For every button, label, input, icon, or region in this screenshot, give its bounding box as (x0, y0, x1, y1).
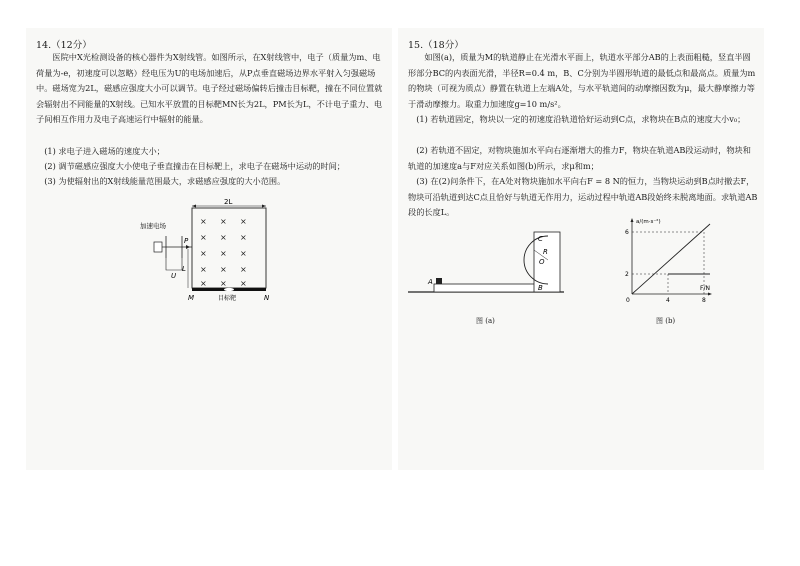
svg-text:×: × (200, 233, 207, 242)
fig-a-point-o: O (539, 258, 545, 266)
svg-text:×: × (200, 249, 207, 258)
fig-a-radius-r: R (543, 248, 548, 256)
q14-sub3: (3) 为使辐射出的X射线能量范围最大，求磁感应强度的大小范围。 (44, 176, 286, 186)
graph-line-block (632, 224, 710, 294)
q15-figure-a (406, 226, 566, 296)
svg-text:×: × (220, 279, 227, 288)
svg-text:×: × (220, 233, 227, 242)
fig-a-point-c: C (538, 235, 543, 243)
q15-sub2: (2) 若轨道不固定，对物块施加水平向右逐渐增大的推力F，物块在轨道AB段运动时，物块和轨道的加速度a与F对应关系如图(b)所示，求μ和m； (408, 145, 751, 171)
fig-b-caption: 图 (b) (656, 317, 676, 325)
q14-sub2: (2) 调节磁感应强度大小使电子垂直撞击在目标靶上，求电子在磁场中运动的时间； (44, 161, 345, 171)
svg-text:×: × (200, 265, 207, 274)
svg-text:×: × (240, 233, 247, 242)
accel-field-label: 加速电场 (140, 222, 166, 230)
point-n-label: N (264, 294, 270, 302)
q14-sub1: (1) 求电子进入磁场的速度大小； (44, 146, 165, 156)
fig-a-point-b: B (538, 284, 543, 292)
q15-sub1: (1) 若轨道固定，物块以一定的初速度沿轨道恰好运动到C点，求物块在B点的速度大小v₀； (416, 114, 746, 124)
q14-body: 医院中X光检测设备的核心器件为X射线管。如图所示，在X射线管中，电子（质量为m、电荷量为-e，初速度可以忽略）经电压为U的电场加速后，从P点垂直磁场边界水平射入匀强磁场中。磁场宽为2L，磁感应强度大小可以调节。电子经过磁场偏转后撞击目标靶，撞在不同位置就会辐射出不同能量的X射线。已知水平放置的目标靶MN长为2L，PM长为L，不计电子重力、电子间相互作用力及电子高速运行中辐射的能量。 (36, 52, 383, 124)
q14-figure (126, 196, 276, 306)
fig-b-xlabel: F/N (700, 285, 710, 292)
field-crosses (200, 217, 247, 288)
fig-b-ylabel: a/(m·s⁻²) (636, 219, 661, 225)
svg-text:×: × (220, 217, 227, 226)
svg-text:×: × (200, 217, 207, 226)
fig-b-ytick-6: 6 (625, 229, 629, 236)
point-p-label: P (184, 237, 189, 245)
question-15-panel (398, 28, 764, 470)
question-14-panel (26, 28, 392, 470)
fig-b-origin: 0 (626, 297, 630, 304)
fig-a-caption: 图 (a) (476, 317, 495, 325)
svg-text:×: × (240, 249, 247, 258)
svg-text:×: × (240, 279, 247, 288)
fig-a-point-a: A (428, 278, 433, 286)
q14-heading: 14.（12分） (36, 40, 92, 51)
svg-text:×: × (220, 265, 227, 274)
voltage-u-label: U (171, 272, 177, 280)
q15-heading: 15.（18分） (408, 40, 464, 51)
block-m (436, 278, 442, 284)
svg-text:×: × (240, 217, 247, 226)
fig-b-xtick-8: 8 (702, 297, 706, 304)
length-l-label: L (182, 265, 186, 273)
q15-figure-b (624, 216, 714, 304)
fig-b-xtick-4: 4 (666, 297, 670, 304)
target-label: 目标靶 (218, 295, 237, 302)
svg-text:×: × (240, 265, 247, 274)
q15-sub3: (3) 在(2)问条件下，在A处对物块施加水平向右F = 8 N的恒力，当物块运动到B点时撤去F，物块可沿轨道到达C点且恰好与轨道无作用力，运动过程中轨道AB段始终未脱离地面。求轨道AB段的长度L。 (408, 176, 758, 217)
fig-b-ytick-2: 2 (625, 271, 629, 278)
track-ab (434, 284, 548, 292)
svg-text:×: × (200, 279, 207, 288)
svg-text:×: × (220, 249, 227, 258)
point-m-label: M (188, 294, 195, 302)
q15-body: 如图(a)，质量为M的轨道静止在光滑水平面上，轨道水平部分AB的上表面粗糙，竖直半圆形部分BC的内表面光滑，半径R=0.4 m，B、C分别为半圆形轨道的最低点和最高点。质量为m的物块（可视为质点）静置在轨道上左端A处，与水平轨道间的动摩擦因数为μ，最大静摩擦力等于滑动摩擦力。取重力加速度g=10 m/s²。 (408, 52, 756, 109)
q14-fig-width-label: 2L (224, 198, 233, 206)
